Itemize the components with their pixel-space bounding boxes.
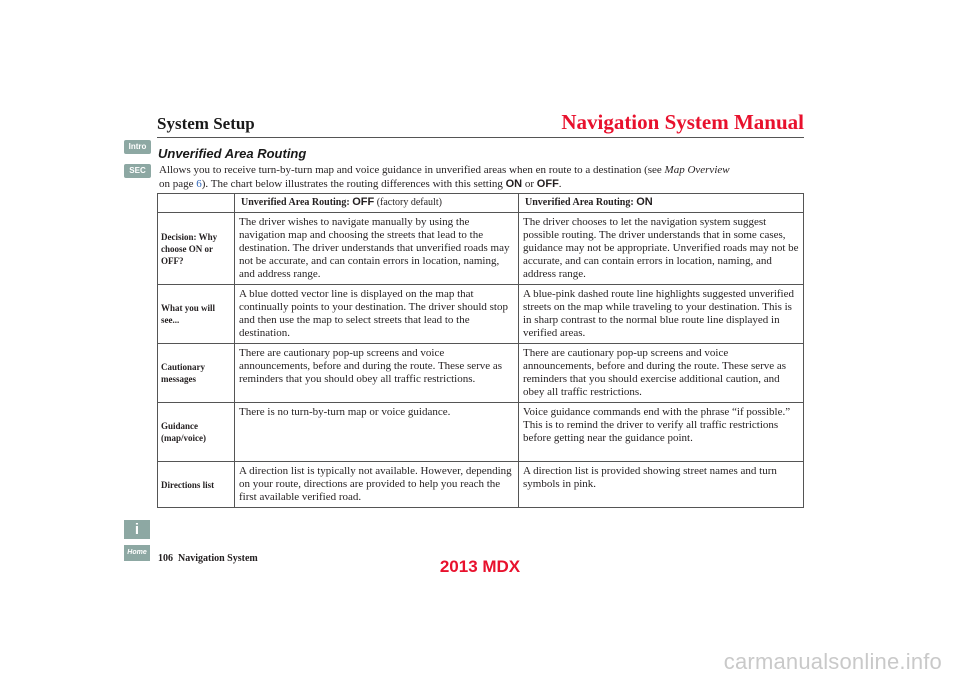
on-cell: Voice guidance commands end with the phrase “if possible.” This is to remind the driver to verify all traffic restrictions before getting near the guidance point. [519, 403, 804, 462]
map-overview-link[interactable]: Map Overview [664, 164, 730, 176]
info-icon[interactable]: i [124, 520, 150, 539]
on-cell: There are cautionary pop-up screens and voice announcements, before and during the route. These serve as reminders that you should exercise additional caution, and obey all traffic restrictions. [519, 344, 804, 403]
subheading: Unverified Area Routing [158, 146, 307, 161]
table-header-row [158, 194, 804, 213]
row-label: Cautionary messages [158, 344, 235, 403]
header-empty-cell [158, 194, 235, 213]
section-title: System Setup [157, 114, 255, 133]
intro-text: ). The chart below illustrates the routing differences with this setting [201, 178, 506, 190]
factory-default-note: (factory default) [374, 197, 442, 208]
off-cell: There are cautionary pop-up screens and voice announcements, before and during the route. These serve as reminders that you should obey all traffic restrictions. [235, 344, 519, 403]
table-row [158, 462, 804, 508]
header-on: Unverified Area Routing: ON [519, 194, 804, 213]
off-cell: A direction list is typically not available. However, depending on your route, directions are provided to help you reach the first available verified road. [235, 462, 519, 508]
on-cell: A direction list is provided showing street names and turn symbols in pink. [519, 462, 804, 508]
intro-button[interactable]: Intro [124, 140, 151, 154]
intro-text: . [558, 178, 562, 190]
intro-text: on page [159, 178, 197, 190]
header-off: Unverified Area Routing: OFF (factory default) [235, 194, 519, 213]
off-cell: A blue dotted vector line is displayed on the map that continually points to your destination. The driver should stop and then use the map to select streets that lead to the destination. [235, 285, 519, 344]
table-row [158, 285, 804, 344]
off-label: OFF [536, 178, 559, 190]
site-watermark: carmanualsonline.info [723, 649, 942, 674]
table-row [158, 213, 804, 285]
title-divider [157, 137, 804, 138]
home-icon[interactable]: Home [124, 545, 150, 561]
on-cell: A blue-pink dashed route line highlights suggested unverified streets on the map while traveling to your destination. This is in sharp contrast to the normal blue route line displayed in verified areas. [519, 285, 804, 344]
on-cell: The driver chooses to let the navigation system suggest possible routing. The driver understands that in some cases, guidance may not be appropriate. Unverified roads may not be accurate, and can contain errors in location, naming, and address range. [519, 213, 804, 285]
sec-button[interactable]: SEC [124, 164, 151, 178]
intro-text: Allows you to receive turn-by-turn map and voice guidance in unverified areas when en route to a destination (see [159, 164, 665, 176]
page-link[interactable]: 6 [196, 178, 202, 190]
table-row [158, 344, 804, 403]
intro-text: or [522, 178, 537, 190]
model-watermark: 2013 MDX [439, 557, 521, 576]
row-label: Guidance (map/voice) [158, 403, 235, 462]
off-cell: There is no turn-by-turn map or voice guidance. [235, 403, 519, 462]
row-label: What you will see... [158, 285, 235, 344]
routing-comparison-table [157, 193, 804, 508]
footer-section-name: Navigation System [178, 553, 258, 564]
on-label: ON [505, 178, 523, 190]
off-cell: The driver wishes to navigate manually by using the navigation map and choosing the streets that lead to the destination. The driver understands that unverified roads may not be accurate, and can contain errors in location, naming, and address range. [235, 213, 519, 285]
table-row [158, 403, 804, 462]
manual-title: Navigation System Manual [561, 110, 804, 134]
intro-paragraph [159, 163, 809, 191]
on-value: ON [636, 196, 653, 208]
page-number: 106 [158, 553, 173, 564]
row-label: Decision: Why choose ON or OFF? [158, 213, 235, 285]
off-value: OFF [352, 196, 375, 208]
row-label: Directions list [158, 462, 235, 508]
